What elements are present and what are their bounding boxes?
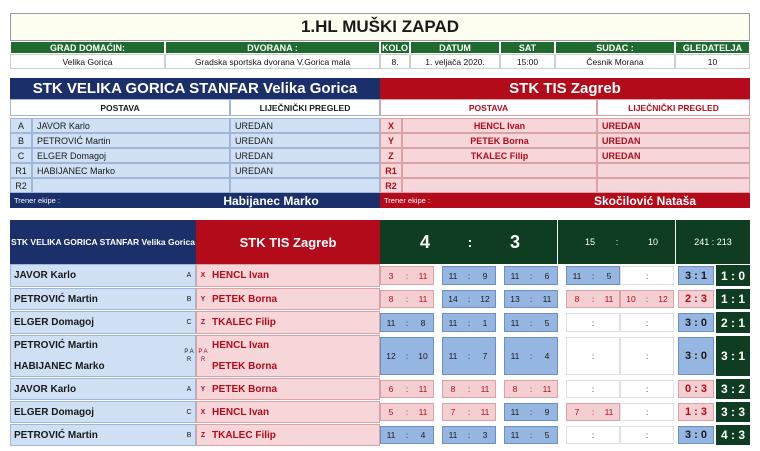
away-player-name: PETEK Borna	[402, 133, 597, 148]
match-home-code: C	[186, 408, 192, 416]
match-result: 3 : 0	[678, 426, 714, 444]
home-player-code: A	[10, 118, 32, 133]
set-colon: :	[645, 384, 649, 394]
home-match-score: 4	[410, 220, 440, 264]
match-home-player: ELGER Domagoj	[14, 317, 95, 328]
away-player-status: UREDAN	[597, 133, 750, 148]
away-player-status: UREDAN	[597, 148, 750, 163]
match-away-code: Z	[200, 319, 206, 326]
home-player-name: JAVOR Karlo	[32, 118, 230, 133]
info-header: SUDAC :	[555, 41, 675, 54]
set-home-points: 10	[626, 294, 636, 304]
set-away-points: 9	[544, 407, 550, 417]
set-colon: :	[529, 270, 533, 281]
info-header: KOLO	[382, 42, 408, 53]
set-colon: :	[645, 430, 649, 440]
home-player-status: UREDAN	[230, 118, 380, 133]
home-player-code: R2	[10, 178, 32, 193]
set-away-points: 9	[482, 270, 488, 281]
set-colon: :	[405, 384, 409, 394]
set-home-points	[566, 311, 588, 334]
set-away-points	[652, 335, 674, 377]
match-result: 3 : 0	[678, 313, 714, 332]
set-home-points	[566, 378, 588, 400]
info-value: 15:00	[500, 54, 555, 69]
match-result: 1 : 3	[678, 403, 714, 421]
home-player-code: R1	[10, 163, 32, 178]
away-player-code: R2	[380, 178, 402, 193]
away-player-status	[597, 163, 750, 178]
set-away-points: 11	[604, 407, 614, 417]
set-colon: :	[467, 384, 471, 394]
info-header: GLEDATELJA	[675, 41, 750, 54]
set-home-points: 11	[448, 351, 458, 361]
set-colon: :	[529, 351, 533, 361]
info-value: 8.	[380, 54, 410, 69]
set-home-points	[566, 335, 588, 377]
home-player-name: HABIJANEC Marko	[32, 163, 230, 178]
match-home-player: PETROVIĆ Martin	[14, 293, 98, 305]
set-home-points: 12	[386, 351, 396, 361]
match-home-code: B	[186, 295, 192, 303]
score-away-team: STK TIS Zagreb	[196, 220, 380, 264]
home-coach-label: Trener ekipe :	[10, 193, 162, 208]
set-home-points: 11	[448, 317, 458, 328]
set-home-points	[620, 401, 642, 423]
info-value: Gradska sportska dvorana V.Gorica mala	[165, 54, 380, 69]
set-home-points: 8	[574, 294, 580, 304]
set-colon: :	[405, 294, 409, 304]
set-home-points: 11	[448, 430, 458, 440]
set-colon: :	[405, 351, 409, 361]
set-away-points: 6	[544, 270, 550, 281]
set-home-points: 8	[512, 384, 518, 394]
match-result: 0 : 3	[678, 380, 714, 398]
match-away-code: X	[200, 272, 206, 279]
info-header: GRAD DOMAĆIN:	[10, 41, 165, 54]
set-home-points: 11	[510, 407, 520, 417]
match-result: 2 : 3	[678, 290, 714, 308]
set-colon: :	[405, 317, 409, 328]
away-player-name	[402, 163, 597, 178]
set-away-points: 12	[658, 294, 668, 304]
set-home-points: 8	[388, 294, 394, 304]
match-home-player: PETROVIĆ Martin	[14, 340, 98, 351]
set-away-points	[652, 424, 674, 446]
set-away-points: 11	[480, 384, 490, 394]
home-coach-name: Habijanec Marko	[162, 193, 380, 208]
match-home-player-2: HABIJANEC Marko	[14, 361, 105, 372]
set-colon: :	[645, 407, 649, 417]
match-away-player: PETEK Borna	[212, 383, 278, 395]
set-away-points	[652, 378, 674, 400]
set-colon: :	[529, 407, 533, 417]
running-score: 3 : 3	[716, 402, 750, 422]
set-colon: :	[591, 407, 595, 417]
set-colon: :	[467, 270, 471, 281]
home-sets-total: 15	[578, 220, 602, 264]
set-colon: :	[467, 430, 471, 440]
info-header: SAT	[500, 41, 555, 54]
match-away-player: HENCL Ivan	[212, 406, 270, 418]
away-player-name	[402, 178, 597, 193]
match-home-code: C	[186, 319, 192, 326]
set-home-points: 11	[510, 317, 520, 328]
set-home-points: 11	[386, 317, 396, 328]
away-postava-header: POSTAVA	[380, 99, 597, 116]
running-score: 3 : 1	[716, 336, 750, 376]
set-home-points: 11	[510, 430, 520, 440]
set-colon: :	[405, 407, 409, 417]
set-away-points: 5	[544, 317, 550, 328]
set-away-points	[598, 378, 620, 400]
set-home-points	[620, 264, 642, 287]
away-match-score: 3	[500, 220, 530, 264]
home-postava-header: POSTAVA	[10, 99, 230, 116]
league-title: 1.HL MUŠKI ZAPAD	[10, 13, 750, 41]
match-home-player: ELGER Domagoj	[14, 406, 95, 418]
info-header: DATUM	[410, 41, 500, 54]
set-away-points: 5	[606, 270, 612, 281]
set-home-points: 11	[386, 430, 396, 440]
set-away-points: 11	[418, 294, 428, 304]
set-away-points	[598, 424, 620, 446]
set-colon: :	[405, 430, 409, 440]
home-player-name: ELGER Domagoj	[32, 148, 230, 163]
set-colon: :	[645, 270, 649, 281]
set-colon: :	[467, 407, 471, 417]
info-value: 1. veljača 2020.	[410, 54, 500, 69]
home-team-title: STK VELIKA GORICA STANFAR Velika Gorica	[10, 78, 380, 99]
set-home-points	[620, 311, 642, 334]
running-score: 4 : 3	[716, 425, 750, 445]
set-colon: :	[591, 317, 595, 328]
home-player-name	[32, 178, 230, 193]
running-score: 1 : 1	[716, 289, 750, 309]
match-home-player: PETROVIĆ Martin	[14, 429, 98, 441]
set-home-points: 3	[388, 270, 394, 281]
set-colon: :	[645, 294, 649, 304]
set-colon: :	[591, 430, 595, 440]
info-value: 10	[675, 54, 750, 69]
set-colon: :	[591, 270, 595, 281]
match-away-code: Z	[200, 431, 206, 439]
match-away-player: HENCL Ivan	[212, 340, 270, 351]
match-away-code: P A R	[198, 349, 208, 363]
score-home-team: STK VELIKA GORICA STANFAR Velika Gorica	[10, 220, 196, 264]
match-away-player-2: PETEK Borna	[212, 361, 278, 372]
set-away-points: 11	[418, 407, 428, 417]
set-away-points: 5	[544, 430, 550, 440]
set-away-points: 1	[482, 317, 488, 328]
match-result: 3 : 0	[678, 337, 714, 375]
match-home-player: JAVOR Karlo	[14, 383, 77, 395]
away-player-status	[597, 178, 750, 193]
match-away-code: Y	[200, 295, 206, 303]
set-away-points: 4	[544, 351, 550, 361]
match-away-player: TKALEC Filip	[212, 317, 276, 328]
away-player-code: X	[380, 118, 402, 133]
set-home-points	[566, 424, 588, 446]
away-medical-header: LIJEČNIČKI PREGLED	[597, 99, 750, 116]
set-away-points	[598, 335, 620, 377]
set-home-points: 8	[450, 384, 456, 394]
home-player-status: UREDAN	[230, 133, 380, 148]
away-player-code: Y	[380, 133, 402, 148]
set-colon: :	[405, 270, 409, 281]
info-value: Velika Gorica	[10, 54, 165, 69]
set-away-points: 3	[482, 430, 488, 440]
set-away-points: 12	[480, 294, 490, 304]
set-home-points: 14	[448, 294, 458, 304]
match-away-player: TKALEC Filip	[212, 429, 276, 441]
home-player-code: C	[10, 148, 32, 163]
points-total: 241 : 213	[675, 220, 750, 264]
set-colon: :	[529, 384, 533, 394]
running-score: 1 : 0	[716, 265, 750, 286]
set-colon: :	[591, 384, 595, 394]
match-away-code: X	[200, 408, 206, 416]
match-result: 3 : 1	[678, 266, 714, 285]
away-player-name: HENCL Ivan	[402, 118, 597, 133]
set-away-points: 8	[420, 317, 426, 328]
set-colon: :	[529, 430, 533, 440]
set-home-points: 5	[388, 407, 394, 417]
away-sets-total: 10	[641, 220, 665, 264]
set-away-points	[652, 264, 674, 287]
set-home-points: 7	[574, 407, 580, 417]
match-home-player: JAVOR Karlo	[14, 270, 77, 281]
set-home-points	[620, 378, 642, 400]
set-away-points: 11	[604, 294, 614, 304]
set-away-points	[598, 311, 620, 334]
match-home-code: A	[186, 385, 192, 393]
score-separator: :	[460, 220, 480, 264]
away-player-code: R1	[380, 163, 402, 178]
match-away-player: PETEK Borna	[212, 293, 278, 305]
set-away-points: 11	[480, 407, 490, 417]
match-away-code: Y	[200, 385, 206, 393]
set-colon: :	[467, 317, 471, 328]
set-away-points: 11	[418, 384, 428, 394]
away-coach-label: Trener ekipe :	[380, 193, 540, 208]
info-value: Česnik Morana	[555, 54, 675, 69]
set-colon: :	[529, 317, 533, 328]
info-header: DVORANA :	[165, 41, 380, 54]
home-player-status: UREDAN	[230, 148, 380, 163]
set-away-points: 11	[418, 270, 428, 281]
set-home-points: 11	[510, 270, 520, 281]
set-colon: :	[645, 317, 649, 328]
set-colon: :	[591, 294, 595, 304]
away-coach-name: Skočilović Nataša	[540, 193, 750, 208]
running-score: 2 : 1	[716, 312, 750, 333]
match-home-code: P A R	[184, 349, 194, 363]
set-colon: :	[467, 294, 471, 304]
set-home-points	[620, 335, 642, 377]
set-home-points: 11	[572, 270, 582, 281]
set-home-points: 7	[450, 407, 456, 417]
home-player-code: B	[10, 133, 32, 148]
set-home-points: 13	[510, 294, 520, 304]
running-score: 3 : 2	[716, 379, 750, 399]
set-away-points: 4	[420, 430, 426, 440]
set-home-points: 11	[510, 351, 520, 361]
set-colon: :	[529, 294, 533, 304]
set-away-points	[652, 311, 674, 334]
match-home-code: A	[186, 272, 192, 279]
set-colon: :	[591, 351, 595, 361]
set-away-points: 11	[542, 294, 552, 304]
set-home-points: 6	[388, 384, 394, 394]
match-home-code: B	[186, 431, 192, 439]
home-player-status	[230, 178, 380, 193]
set-away-points: 7	[482, 351, 488, 361]
set-colon: :	[467, 351, 471, 361]
sets-separator: :	[612, 220, 622, 264]
away-player-code: Z	[380, 148, 402, 163]
set-away-points: 10	[418, 351, 428, 361]
set-home-points	[620, 424, 642, 446]
home-medical-header: LIJEČNIČKI PREGLED	[230, 99, 380, 116]
match-away-player: HENCL Ivan	[212, 270, 270, 281]
set-colon: :	[645, 351, 649, 361]
set-away-points	[652, 401, 674, 423]
set-home-points: 11	[448, 270, 458, 281]
home-player-status: UREDAN	[230, 163, 380, 178]
away-team-title: STK TIS Zagreb	[380, 78, 750, 99]
home-player-name: PETROVIĆ Martin	[32, 133, 230, 148]
away-player-name: TKALEC Filip	[402, 148, 597, 163]
away-player-status: UREDAN	[597, 118, 750, 133]
set-away-points: 11	[542, 384, 552, 394]
